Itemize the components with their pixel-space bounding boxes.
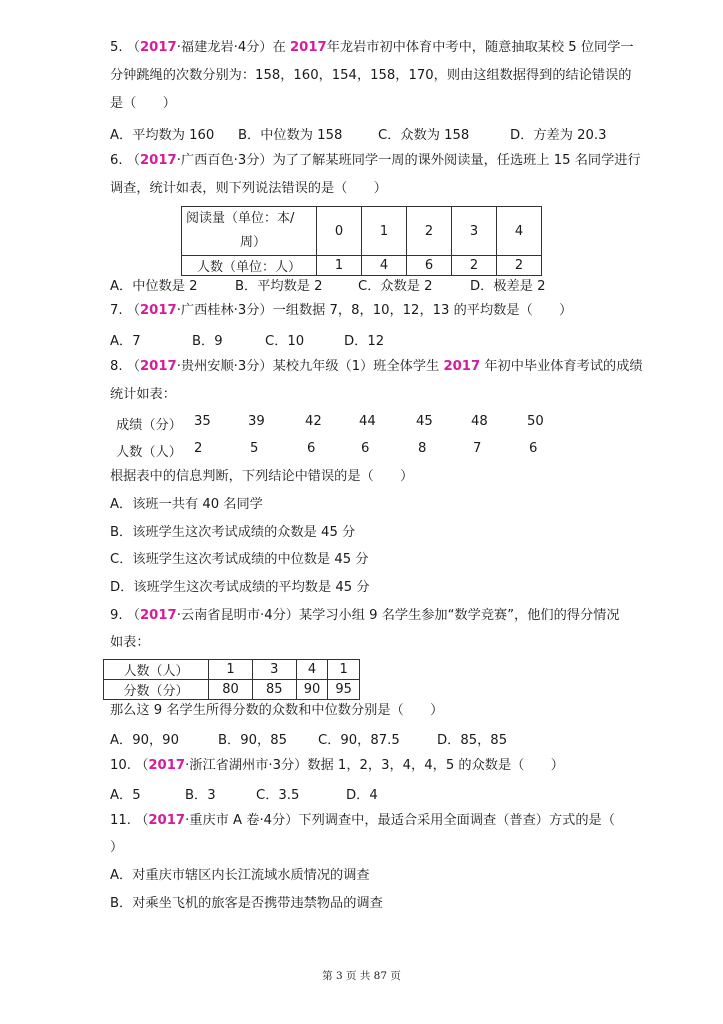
q6-option-d: D．极差是 2 (470, 279, 546, 294)
q6-header-cell: 1 (362, 207, 407, 256)
q7-year: 2017 (139, 303, 177, 318)
q11-open-paren: （ (135, 813, 149, 828)
q8-year2: 2017 (443, 359, 481, 374)
q8-score-cell: 48 (471, 414, 488, 429)
q9-option-d: D．85，85 (437, 733, 508, 748)
q6-option-b: B．平均数是 2 (235, 279, 323, 294)
q9-row2-cell: 90 (296, 680, 328, 700)
q9-line2: 如表： (110, 635, 150, 650)
q9-option-a: A．90，90 (110, 733, 179, 748)
q8-number: 8. (110, 359, 123, 374)
q5-option-a: A．平均数为 160 (110, 128, 215, 143)
q6-row-cell: 4 (362, 256, 407, 276)
q9-row1-cell: 1 (209, 660, 253, 680)
q8-score-label: 成绩（分） (116, 418, 182, 433)
q8-option-d: D．该班学生这次考试成绩的平均数是 45 分 (110, 580, 370, 595)
q9-row1-cell: 3 (252, 660, 296, 680)
q10-line1 (110, 757, 564, 775)
q8-count-cell: 2 (194, 441, 203, 456)
q8-count-cell: 6 (307, 441, 316, 456)
q8-score-cell: 44 (359, 414, 376, 429)
q8-option-b: B．该班学生这次考试成绩的众数是 45 分 (110, 525, 356, 540)
q6-option-c: C．众数是 2 (358, 279, 433, 294)
q11-line2: ） (110, 840, 124, 855)
q9-number: 9. (110, 608, 123, 623)
q5-line3: 是（ ） (110, 96, 176, 111)
q8-score-cell: 42 (305, 414, 322, 429)
q5-open-paren: （ (126, 40, 140, 55)
q5-line1 (110, 39, 634, 57)
q10-open-paren: （ (135, 758, 149, 773)
q9-row1-label: 人数（人） (104, 660, 209, 680)
q8-text-mid: ·贵州安顺·3分）某校九年级（1）班全体学生 (176, 359, 440, 374)
q9-row2-label: 分数（分） (104, 680, 209, 700)
q5-line2: 分钟跳绳的次数分别为：158，160，154，158，170，则由这组数据得到的结论错误的 (110, 68, 632, 83)
q8-line1 (110, 358, 643, 376)
q5-text1: 年龙岩市初中体育中考中，随意抽取某校 5 位同学一 (326, 40, 634, 55)
q6-row-cell: 1 (317, 256, 362, 276)
q6-header-cell: 3 (452, 207, 497, 256)
q10-text1: ·浙江省湖州市·3分）数据 1，2，3，4，4，5 的众数是（ ） (185, 758, 564, 773)
q8-option-a: A．该班一共有 40 名同学 (110, 497, 263, 512)
q8-score-cell: 39 (248, 414, 265, 429)
q9-option-c: C．90，87.5 (318, 733, 400, 748)
q9-table (103, 659, 360, 700)
q6-header-cell: 4 (497, 207, 542, 256)
q8-count-label: 人数（人） (116, 445, 182, 460)
q10-option-c: C．3.5 (256, 788, 300, 803)
q9-row2-cell: 85 (252, 680, 296, 700)
q5-year: 2017 (139, 40, 177, 55)
q10-year: 2017 (148, 758, 186, 773)
q8-line2: 统计如表： (110, 387, 176, 402)
q8-line3: 根据表中的信息判断，下列结论中错误的是（ ） (110, 469, 414, 484)
q8-score-cell: 50 (527, 414, 544, 429)
q7-option-d: D．12 (344, 334, 385, 349)
q9-year: 2017 (139, 608, 177, 623)
q9-option-b: B．90，85 (218, 733, 287, 748)
q6-row-cell: 2 (497, 256, 542, 276)
q9-text1: ·云南省昆明市·4分）某学习小组 9 名学生参加“数学竞赛”，他们的得分情况 (176, 608, 620, 623)
q6-header-label-line1: 阅读量（单位：本/ (186, 211, 295, 226)
q6-header-cell: 2 (407, 207, 452, 256)
q8-count-cell: 6 (361, 441, 370, 456)
q8-score-cell: 35 (194, 414, 211, 429)
q9-line1 (110, 607, 620, 625)
q8-count-cell: 5 (250, 441, 259, 456)
q5-source: ·福建龙岩·4分）在 (176, 40, 286, 55)
q11-text1: ·重庆市 A 卷·4分）下列调查中，最适合采用全面调查（普查）方式的是（ (185, 813, 615, 828)
q8-year: 2017 (139, 359, 177, 374)
q11-number: 11. (110, 813, 131, 828)
q7-option-a: A．7 (110, 334, 141, 349)
q6-table (181, 206, 542, 276)
q9-line3: 那么这 9 名学生所得分数的众数和中位数分别是（ ） (110, 703, 444, 718)
q9-row2-cell: 80 (209, 680, 253, 700)
q6-header-cell: 0 (317, 207, 362, 256)
q6-open-paren: （ (126, 153, 140, 168)
page-footer: 第 3 页 共 87 页 (322, 970, 401, 982)
q5-option-d: D．方差为 20.3 (510, 128, 607, 143)
q7-option-c: C．10 (265, 334, 305, 349)
q6-option-a: A．中位数是 2 (110, 279, 198, 294)
q9-row1-cell: 1 (328, 660, 360, 680)
q7-line1 (110, 302, 572, 320)
q10-option-d: D．4 (346, 788, 378, 803)
q6-line2: 调查，统计如表，则下列说法错误的是（ ） (110, 181, 387, 196)
q5-number: 5. (110, 40, 123, 55)
q5-option-c: C．众数为 158 (378, 128, 470, 143)
q11-year: 2017 (148, 813, 186, 828)
q7-number: 7. (110, 303, 123, 318)
q6-text1: ·广西百色·3分）为了了解某班同学一周的课外阅读量，任选班上 15 名同学进行 (176, 153, 641, 168)
q6-number: 6. (110, 153, 123, 168)
q6-row-label: 人数（单位：人） (182, 256, 317, 276)
q6-line1 (110, 152, 641, 170)
q8-text1: 年初中毕业体育考试的成绩 (484, 359, 643, 374)
q9-row1-cell: 4 (296, 660, 328, 680)
q8-open-paren: （ (126, 359, 140, 374)
q6-header-label (182, 207, 317, 256)
q6-row-cell: 6 (407, 256, 452, 276)
q11-option-a: A．对重庆市辖区内长江流域水质情况的调查 (110, 868, 370, 883)
q5-option-b: B．中位数为 158 (238, 128, 343, 143)
q8-count-cell: 6 (529, 441, 538, 456)
q8-option-c: C．该班学生这次考试成绩的中位数是 45 分 (110, 552, 369, 567)
q9-row2-cell: 95 (328, 680, 360, 700)
q10-option-a: A．5 (110, 788, 141, 803)
q8-score-cell: 45 (416, 414, 433, 429)
q10-number: 10. (110, 758, 131, 773)
q7-text1: ·广西桂林·3分）一组数据 7，8，10，12，13 的平均数是（ ） (176, 303, 573, 318)
q11-line1 (110, 812, 615, 830)
q6-row-cell: 2 (452, 256, 497, 276)
q8-count-cell: 8 (418, 441, 427, 456)
q5-year2: 2017 (290, 40, 327, 55)
q7-open-paren: （ (126, 303, 140, 318)
q6-year: 2017 (139, 153, 177, 168)
q11-option-b: B．对乘坐飞机的旅客是否携带违禁物品的调查 (110, 896, 383, 911)
q10-option-b: B．3 (185, 788, 216, 803)
q7-option-b: B．9 (192, 334, 223, 349)
q8-count-cell: 7 (473, 441, 482, 456)
q6-header-label-line2: 周） (240, 235, 267, 250)
q9-open-paren: （ (126, 608, 140, 623)
